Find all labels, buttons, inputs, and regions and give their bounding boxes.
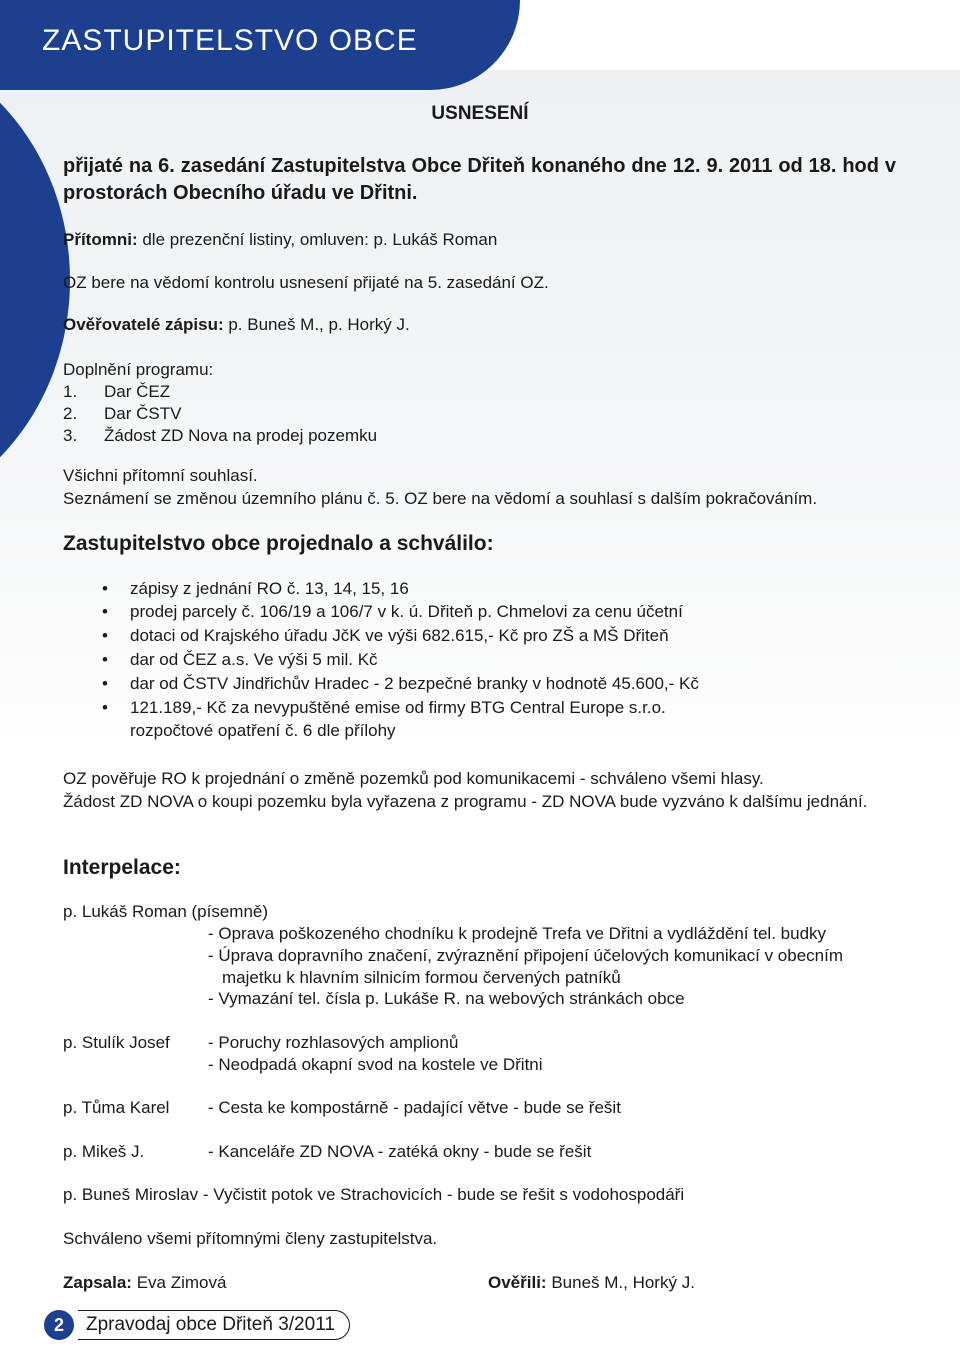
present-label: Přítomni: [63,230,138,249]
approved-extra: rozpočtové opatření č. 6 dle přílohy [130,721,396,740]
present-line [63,229,497,251]
checked-by [488,1272,695,1294]
interp-item: - Vymazání tel. čísla p. Lukáše R. na webových stránkách obce [208,989,685,1008]
program-item-text: Dar ČSTV [104,404,182,423]
interp-item: - Neodpadá okapní svod na kostele ve Dřitni [208,1055,543,1074]
zd-nova-paragraph: Žádost ZD NOVA o koupi pozemku byla vyřazena z programu - ZD NOVA bude vyzváno k dalšímu jednání. [63,792,868,811]
ro-land-line: OZ pověřuje RO k projednání o změně pozemků pod komunikacemi - schváleno všemi hlasy. [63,769,764,788]
interp-item: - Cesta ke kompostárně - padající větve - bude se řešit [208,1098,621,1117]
approved-item: • dar od ČEZ a.s. Ve výši 5 mil. Kč [130,649,378,671]
interp-person: p. Mikeš J. [63,1142,145,1161]
program-item-num: 2. [63,404,78,423]
interp-item: - Oprava poškozeného chodníku k prodejně Trefa ve Dřitni a vydláždění tel. budky [208,924,827,943]
program-item-num: 3. [63,426,78,445]
recorded-by [63,1272,226,1294]
oz-control-line: OZ bere na vědomí kontrolu usnesení přijaté na 5. zasedání OZ. [63,273,549,292]
interp-item: - Úprava dopravního značení, zvýraznění připojení účelových komunikací v obecním [208,946,843,965]
approved-item: • zápisy z jednání RO č. 13, 14, 15, 16 [130,578,409,600]
present-value: dle prezenční listiny, omluven: p. Lukáš Roman [137,230,498,249]
approved-all-line: Schváleno všemi přítomnými členy zastupitelstva. [63,1229,438,1248]
document-heading: USNESENÍ [431,103,529,124]
approved-item: • dar od ČSTV Jindřichův Hradec - 2 bezpečné branky v hodnotě 45.600,- Kč [130,673,699,695]
approved-item: • dotaci od Krajského úřadu JčK ve výši 682.615,- Kč pro ZŠ a MŠ Dřiteň [130,625,669,647]
interp-item: - Vyčistit potok ve Strachovicích - bude se řešit s vodohospodáři [202,1185,685,1204]
interpellations-heading: Interpelace: [63,856,181,879]
interp-item-continued: majetku k hlavním silnicím formou červených patníků [222,968,621,987]
program-item-num: 1. [63,382,78,401]
approved-item: • 121.189,- Kč za nevypuštěné emise od firmy BTG Central Europe s.r.o. [130,697,666,719]
checked-label: Ověřili: [488,1273,547,1292]
all-agree-line: Všichni přítomní souhlasí. [63,466,258,485]
program-item-text: Dar ČEZ [104,382,171,401]
zoning-line: Seznámení se změnou územního plánu č. 5. OZ bere na vědomí a souhlasí s dalším pokračováním. [63,489,818,508]
approved-heading: Zastupitelstvo obce projednalo a schválilo: [63,532,494,555]
interp-person-line [63,1184,684,1206]
approved-item: • prodej parcely č. 106/19 a 106/7 v k. ú. Dřiteň p. Chmelovi za cenu účetní [130,601,683,623]
interp-person: p. Stulík Josef [63,1033,170,1052]
program-label: Doplnění programu: [63,360,214,379]
verifiers-line [63,314,410,336]
interp-person: p. Lukáš Roman (písemně) [63,902,269,921]
interp-item: - Poruchy rozhlasových amplionů [208,1033,459,1052]
recorded-value: Eva Zimová [131,1273,227,1292]
publication-label: Zpravodaj obce Dřiteň 3/2011 [78,1310,350,1340]
interp-person: p. Buneš Miroslav [63,1185,199,1204]
header-title: ZASTUPITELSTVO OBCE [42,24,418,57]
lead-paragraph: přijaté na 6. zasedání Zastupitelstva Obce Dřiteň konaného dne 12. 9. 2011 od 18. hod v prostorách Obecního úřadu ve Dřitni. [63,155,896,204]
interp-person: p. Tůma Karel [63,1098,170,1117]
page-number-badge: 2 [44,1310,74,1340]
verifiers-value: p. Buneš M., p. Horký J. [223,315,410,334]
checked-value: Buneš M., Horký J. [546,1273,695,1292]
recorded-label: Zapsala: [63,1273,132,1292]
interp-item: - Kanceláře ZD NOVA - zatéká okny - bude se řešit [208,1142,592,1161]
program-item-text: Žádost ZD Nova na prodej pozemku [104,426,378,445]
verifiers-label: Ověřovatelé zápisu: [63,315,224,334]
